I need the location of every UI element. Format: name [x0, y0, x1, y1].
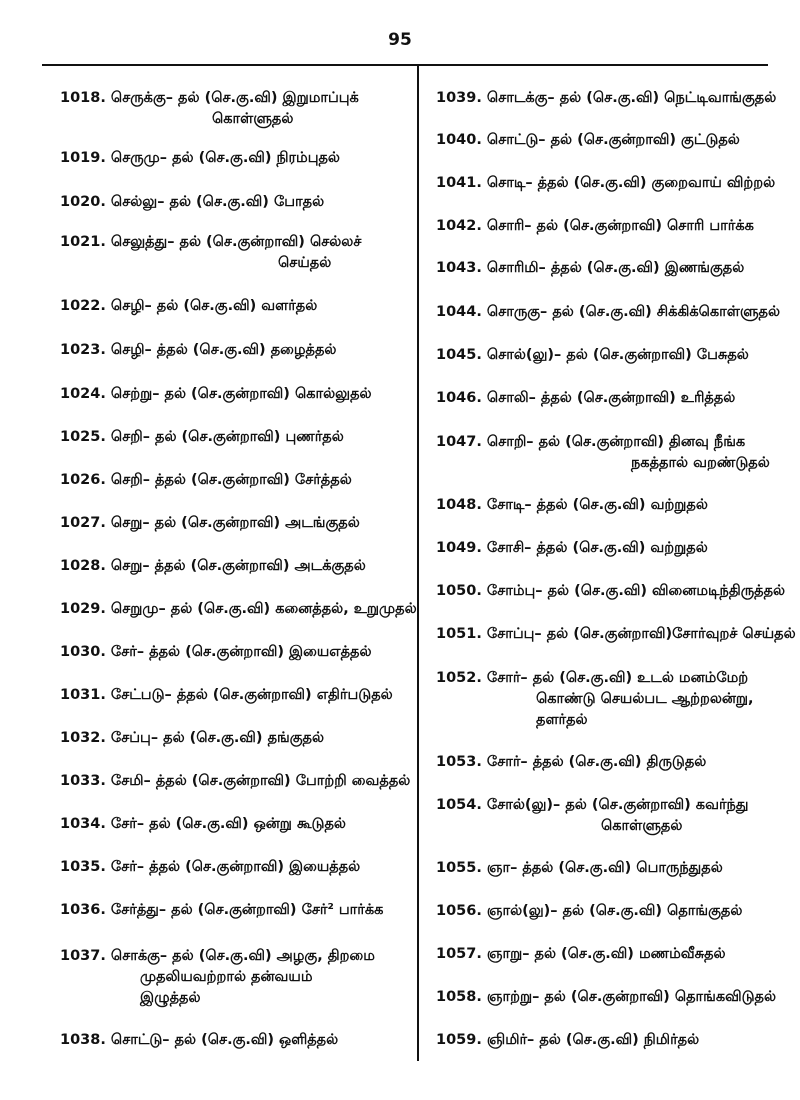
- entry-text: சோப்பு– தல் (செ.குன்றாவி)சோர்வுறச் செய்தல்: [481, 626, 796, 642]
- entry-number: 1026.: [60, 472, 106, 488]
- dictionary-entry: [436, 538, 708, 559]
- entry-text: சொல்(லு)– தல் (செ.குன்றாவி) பேசுதல்: [481, 347, 749, 363]
- entry-headword-line: [436, 987, 776, 1008]
- entry-number: 1052.: [436, 670, 482, 686]
- entry-headword-line: [436, 388, 735, 409]
- dictionary-entry: [60, 148, 340, 169]
- dictionary-entry: [60, 728, 324, 749]
- entry-continuation-line: கொள்ளுதல்: [601, 818, 683, 834]
- entry-headword-line: [60, 900, 383, 921]
- dictionary-entry: [436, 432, 770, 474]
- entry-number: 1027.: [60, 515, 106, 531]
- entry-number: 1020.: [60, 194, 106, 210]
- dictionary-entry: [436, 795, 748, 837]
- dictionary-entry: [60, 900, 383, 921]
- dictionary-entry: [60, 771, 410, 792]
- entry-headword-line: [60, 232, 361, 253]
- dictionary-entry: [60, 192, 324, 213]
- entry-headword-line: [436, 130, 740, 151]
- entry-text: ஞால்(லு)– தல் (செ.கு.வி) தொங்குதல்: [481, 903, 743, 919]
- dictionary-entry: [436, 1030, 699, 1051]
- entry-text: செறு– தல் (செ.குன்றாவி) அடங்குதல்: [105, 515, 360, 531]
- entry-number: 1047.: [436, 434, 482, 450]
- entry-text: செழி– தல் (செ.கு.வி) வளர்தல்: [105, 298, 318, 314]
- dictionary-entry: [60, 1030, 338, 1051]
- dictionary-entry: [436, 345, 749, 366]
- dictionary-entry: [60, 88, 359, 130]
- entry-text: செலுத்து– தல் (செ.குன்றாவி) செல்லச்: [105, 234, 362, 250]
- entry-text: சொருகு– தல் (செ.கு.வி) சிக்கிக்கொள்ளுதல்: [481, 304, 781, 320]
- entry-headword-line: [60, 340, 336, 361]
- entry-number: 1040.: [436, 132, 482, 148]
- entry-number: 1042.: [436, 218, 482, 234]
- entry-text: செறுமு– தல் (செ.கு.வி) கனைத்தல், உறுமுதல்: [105, 601, 417, 617]
- entry-headword-line: [436, 752, 706, 773]
- entry-text: சோர்– தல் (செ.கு.வி) உடல் மனம்மேற்: [481, 670, 749, 686]
- page-number: 95: [388, 30, 412, 50]
- dictionary-entry: [60, 340, 336, 361]
- entry-headword-line: [436, 624, 796, 645]
- entry-number: 1055.: [436, 860, 482, 876]
- entry-number: 1045.: [436, 347, 482, 363]
- entry-headword-line: [60, 685, 393, 706]
- entry-number: 1033.: [60, 773, 106, 789]
- entry-headword-line: [60, 814, 346, 835]
- entry-text: சோடி– த்தல் (செ.கு.வி) வற்றுதல்: [481, 497, 708, 513]
- dictionary-entry: [436, 752, 706, 773]
- dictionary-entry: [60, 599, 417, 620]
- entry-headword-line: [436, 302, 780, 323]
- dictionary-entry: [60, 946, 375, 1009]
- entry-text: ஞா– த்தல் (செ.கு.வி) பொருந்துதல்: [481, 860, 723, 876]
- entry-text: சொரிமி– த்தல் (செ.கு.வி) இணங்குதல்: [481, 260, 745, 276]
- entry-number: 1048.: [436, 497, 482, 513]
- entry-text: செற்று– தல் (செ.குன்றாவி) கொல்லுதல்: [105, 386, 372, 402]
- dictionary-entry: [60, 513, 360, 534]
- entry-text: சேட்படு– த்தல் (செ.குன்றாவி) எதிர்படுதல்: [105, 687, 393, 703]
- entry-text: சேர்த்து– தல் (செ.குன்றாவி) சேர்² பார்க்க: [105, 902, 384, 918]
- entry-text: சோர்– த்தல் (செ.கு.வி) திருடுதல்: [481, 754, 707, 770]
- entry-text: சொடி– த்தல் (செ.கு.வி) குறைவாய் விற்றல்: [481, 175, 776, 191]
- entry-number: 1021.: [60, 234, 106, 250]
- entry-number: 1046.: [436, 390, 482, 406]
- entry-headword-line: [436, 581, 785, 602]
- entry-text: செறு– த்தல் (செ.குன்றாவி) அடக்குதல்: [105, 558, 366, 574]
- entry-headword-line: [60, 427, 344, 448]
- entry-text: சேர்– த்தல் (செ.குன்றாவி) இயைஎத்தல்: [105, 644, 372, 660]
- entry-headword-line: [436, 88, 776, 109]
- entry-text: சோல்(லு)– தல் (செ.குன்றாவி) கவர்ந்து: [481, 797, 749, 813]
- entry-text: ஞிமிர்– தல் (செ.கு.வி) நிமிர்தல்: [481, 1032, 700, 1048]
- entry-text: சோசி– த்தல் (செ.கு.வி) வற்றுதல்: [481, 540, 708, 556]
- entry-text: சொடக்கு– தல் (செ.கு.வி) நெட்டிவாங்குதல்: [481, 90, 777, 106]
- entry-continuation-line: நகத்தால் வறண்டுதல்: [631, 455, 770, 471]
- dictionary-entry: [436, 302, 780, 323]
- dictionary-entry: [436, 216, 754, 237]
- entry-headword-line: [60, 1030, 338, 1051]
- entry-headword-line: [436, 538, 708, 559]
- entry-headword-line: [436, 901, 742, 922]
- entry-number: 1049.: [436, 540, 482, 556]
- entry-text: செருக்கு– தல் (செ.கு.வி) இறுமாப்புக்: [105, 90, 359, 106]
- entry-number: 1024.: [60, 386, 106, 402]
- entry-headword-line: [60, 192, 324, 213]
- dictionary-entry: [436, 388, 735, 409]
- entry-number: 1054.: [436, 797, 482, 813]
- entry-number: 1029.: [60, 601, 106, 617]
- dictionary-entry: [436, 987, 776, 1008]
- entry-headword-line: [436, 795, 748, 816]
- entry-number: 1032.: [60, 730, 106, 746]
- entry-number: 1019.: [60, 150, 106, 166]
- entry-continuation-line: செய்தல்: [278, 255, 332, 271]
- entry-continuation-line: இழுத்தல்: [140, 990, 201, 1006]
- entry-headword-line: [436, 216, 754, 237]
- entry-text: சேப்பு– தல் (செ.கு.வி) தங்குதல்: [105, 730, 325, 746]
- entry-text: செறி– தல் (செ.குன்றாவி) புணர்தல்: [105, 429, 344, 445]
- entry-text: சொலி– த்தல் (செ.குன்றாவி) உரித்தல்: [481, 390, 736, 406]
- entry-text: செழி– த்தல் (செ.கு.வி) தழைத்தல்: [105, 342, 337, 358]
- entry-headword-line: [60, 88, 359, 109]
- entry-text: சேமி– த்தல் (செ.குன்றாவி) போற்றி வைத்தல்: [105, 773, 411, 789]
- entry-headword-line: [60, 513, 360, 534]
- entry-number: 1058.: [436, 989, 482, 1005]
- entry-number: 1043.: [436, 260, 482, 276]
- entry-continuation-line: கொண்டு செயல்பட ஆற்றலன்று,: [536, 691, 754, 707]
- entry-number: 1036.: [60, 902, 106, 918]
- entry-headword-line: [436, 173, 775, 194]
- entry-number: 1031.: [60, 687, 106, 703]
- entry-text: சொட்டு– தல் (செ.கு.வி) ஒளித்தல்: [105, 1032, 339, 1048]
- entry-headword-line: [436, 944, 726, 965]
- entry-number: 1057.: [436, 946, 482, 962]
- entry-number: 1028.: [60, 558, 106, 574]
- entry-text: ஞாறு– தல் (செ.கு.வி) மணம்வீசுதல்: [481, 946, 726, 962]
- entry-number: 1051.: [436, 626, 482, 642]
- entry-text: சொரி– தல் (செ.குன்றாவி) சொரி பார்க்க: [481, 218, 754, 234]
- entry-headword-line: [436, 258, 744, 279]
- dictionary-entry: [436, 495, 708, 516]
- dictionary-entry: [436, 901, 742, 922]
- entry-number: 1037.: [60, 948, 106, 964]
- entry-number: 1025.: [60, 429, 106, 445]
- entry-text: செருமு– தல் (செ.கு.வி) நிரம்புதல்: [105, 150, 340, 166]
- dictionary-entry: [436, 668, 754, 731]
- entry-number: 1034.: [60, 816, 106, 832]
- entry-number: 1044.: [436, 304, 482, 320]
- dictionary-entry: [60, 642, 372, 663]
- entry-headword-line: [60, 728, 324, 749]
- entry-text: சொக்கு– தல் (செ.கு.வி) அழகு, திறமை: [105, 948, 375, 964]
- entry-continuation-line: கொள்ளுதல்: [212, 111, 294, 127]
- entry-number: 1053.: [436, 754, 482, 770]
- entry-headword-line: [436, 345, 749, 366]
- dictionary-entry: [436, 130, 740, 151]
- entry-text: செல்லு– தல் (செ.கு.வி) போதல்: [105, 194, 325, 210]
- dictionary-entry: [60, 296, 317, 317]
- entry-headword-line: [60, 470, 352, 491]
- dictionary-entry: [436, 173, 775, 194]
- dictionary-entry: [60, 470, 352, 491]
- dictionary-entry: [436, 258, 744, 279]
- entry-text: சேர்– தல் (செ.கு.வி) ஒன்று கூடுதல்: [105, 816, 346, 832]
- dictionary-entry: [60, 384, 372, 405]
- dictionary-entry: [60, 232, 361, 274]
- dictionary-entry: [60, 857, 360, 878]
- entry-headword-line: [60, 642, 372, 663]
- dictionary-entry: [60, 685, 393, 706]
- entry-number: 1018.: [60, 90, 106, 106]
- dictionary-entry: [436, 581, 785, 602]
- entry-headword-line: [436, 495, 708, 516]
- entry-number: 1023.: [60, 342, 106, 358]
- dictionary-entry: [436, 88, 776, 109]
- entry-headword-line: [60, 556, 366, 577]
- entry-number: 1056.: [436, 903, 482, 919]
- entry-number: 1035.: [60, 859, 106, 875]
- dictionary-entry: [60, 814, 346, 835]
- entry-number: 1030.: [60, 644, 106, 660]
- entry-headword-line: [60, 296, 317, 317]
- dictionary-entry: [436, 944, 726, 965]
- entry-text: செறி– த்தல் (செ.குன்றாவி) சேர்த்தல்: [105, 472, 352, 488]
- entry-number: 1022.: [60, 298, 106, 314]
- entry-text: சொட்டு– தல் (செ.குன்றாவி) குட்டுதல்: [481, 132, 740, 148]
- entry-headword-line: [436, 668, 754, 689]
- dictionary-entry: [60, 556, 366, 577]
- entry-headword-line: [60, 384, 372, 405]
- entry-number: 1059.: [436, 1032, 482, 1048]
- entry-headword-line: [436, 432, 770, 453]
- entry-headword-line: [436, 1030, 699, 1051]
- entry-headword-line: [60, 946, 375, 967]
- entry-number: 1038.: [60, 1032, 106, 1048]
- dictionary-entry: [436, 858, 723, 879]
- entry-text: சொறி– தல் (செ.குன்றாவி) தினவு நீங்க: [481, 434, 746, 450]
- entry-headword-line: [436, 858, 723, 879]
- entry-headword-line: [60, 148, 340, 169]
- dictionary-entry: [436, 624, 796, 645]
- entry-text: ஞாற்று– தல் (செ.குன்றாவி) தொங்கவிடுதல்: [481, 989, 777, 1005]
- entry-number: 1039.: [436, 90, 482, 106]
- entry-continuation-line: முதலியவற்றால் தன்வயம்: [140, 969, 313, 985]
- header-rule: [42, 64, 768, 66]
- entry-headword-line: [60, 857, 360, 878]
- entry-text: சேர்– த்தல் (செ.குன்றாவி) இயைத்தல்: [105, 859, 361, 875]
- entry-text: சோம்பு– தல் (செ.கு.வி) வினைமடிந்திருத்தல்: [481, 583, 786, 599]
- entry-headword-line: [60, 771, 410, 792]
- entry-headword-line: [60, 599, 417, 620]
- column-divider: [417, 66, 419, 1061]
- entry-continuation-line: தளர்தல்: [536, 712, 588, 728]
- dictionary-entry: [60, 427, 344, 448]
- entry-number: 1041.: [436, 175, 482, 191]
- entry-number: 1050.: [436, 583, 482, 599]
